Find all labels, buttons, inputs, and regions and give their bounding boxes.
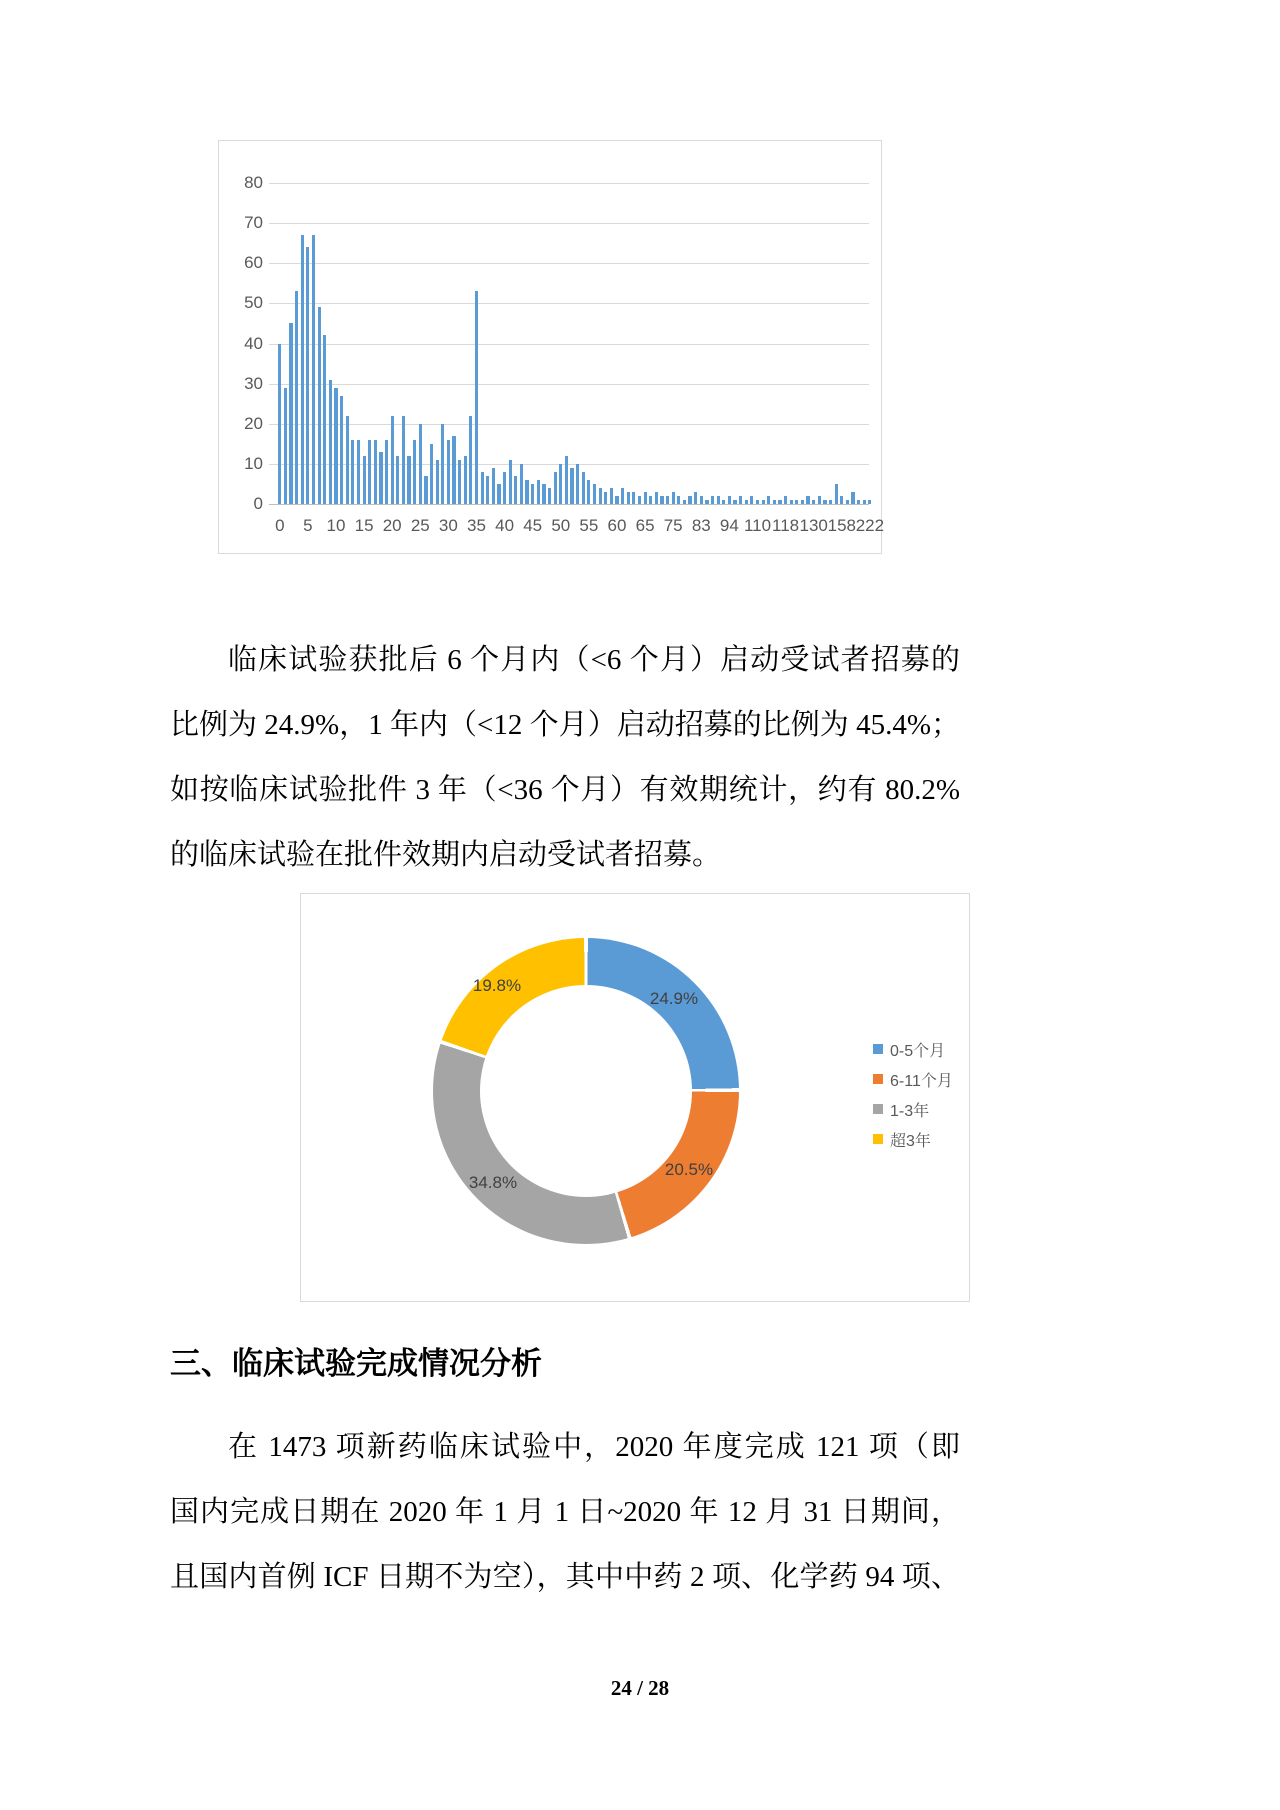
donut-legend <box>873 1034 953 1154</box>
bar <box>385 440 388 504</box>
bar <box>672 492 675 504</box>
bar <box>554 472 557 504</box>
bar <box>784 496 787 504</box>
bar <box>705 500 708 504</box>
bar <box>323 335 326 504</box>
bar <box>346 416 349 504</box>
x-axis-label: 25 <box>410 516 430 535</box>
x-axis-label: 222 <box>855 516 885 535</box>
legend-label: 0-5个月 <box>890 1042 946 1060</box>
bar <box>728 496 731 504</box>
bar <box>700 496 703 504</box>
bar <box>559 464 562 504</box>
bar <box>340 396 343 504</box>
bar <box>615 496 618 504</box>
bar <box>739 496 742 504</box>
y-axis-label: 70 <box>244 213 263 233</box>
y-axis-label: 50 <box>244 293 263 313</box>
bar <box>334 388 337 504</box>
paragraph-line: 如按临床试验批件 3 年（<36 个月）有效期统计，约有 80.2% <box>170 774 960 806</box>
legend-label: 1-3年 <box>890 1102 930 1120</box>
bar <box>733 500 736 504</box>
bar <box>773 500 776 504</box>
legend-swatch <box>873 1044 883 1054</box>
x-axis-label: 10 <box>326 516 346 535</box>
bar <box>537 480 540 504</box>
gridline <box>269 424 869 425</box>
donut-chart <box>300 893 970 1302</box>
legend-swatch <box>873 1104 883 1114</box>
legend-label: 超3年 <box>890 1132 931 1150</box>
bar <box>593 484 596 504</box>
bar <box>649 496 652 504</box>
bar <box>621 488 624 504</box>
bar <box>379 452 382 504</box>
donut-percent-label: 24.9% <box>649 989 699 1008</box>
donut-percent-label: 20.5% <box>664 1160 714 1179</box>
paragraph-line: 的临床试验在批件效期内启动受试者招募。 <box>170 839 722 871</box>
bar <box>688 496 691 504</box>
bar <box>863 500 866 504</box>
bar <box>481 472 484 504</box>
bar <box>587 480 590 504</box>
bar <box>599 488 602 504</box>
bar <box>857 500 860 504</box>
bar <box>745 500 748 504</box>
bar <box>565 456 568 504</box>
bar <box>368 440 371 504</box>
bar <box>851 492 854 504</box>
bar <box>402 416 405 504</box>
paragraph-line: 国内完成日期在 2020 年 1 月 1 日~2020 年 12 月 31 日期间， <box>170 1496 960 1528</box>
y-axis-label: 60 <box>244 253 263 273</box>
bar <box>351 440 354 504</box>
x-axis-line <box>269 504 869 505</box>
bar <box>520 464 523 504</box>
y-axis-label: 20 <box>244 413 263 433</box>
bar <box>357 440 360 504</box>
bar <box>497 484 500 504</box>
legend-item <box>873 1064 953 1094</box>
bar <box>548 488 551 504</box>
x-axis-label: 45 <box>523 516 543 535</box>
bar <box>829 500 832 504</box>
bar <box>419 424 422 504</box>
paragraph-line: 比例为 24.9%，1 年内（<12 个月）启动招募的比例为 45.4%； <box>170 709 960 741</box>
bar <box>644 492 647 504</box>
gridline <box>269 263 869 264</box>
paragraph-recruitment-stats <box>170 628 960 888</box>
bar <box>329 380 332 504</box>
bar <box>604 492 607 504</box>
bar <box>509 460 512 504</box>
bar <box>677 496 680 504</box>
x-axis-label: 35 <box>467 516 486 535</box>
x-axis-label: 158 <box>827 516 856 535</box>
bar <box>447 440 450 504</box>
bar <box>542 484 545 504</box>
y-axis-label: 0 <box>253 494 263 513</box>
bar <box>717 496 720 504</box>
bar <box>638 496 641 504</box>
x-axis-label: 118 <box>772 516 800 535</box>
x-axis-label: 15 <box>354 516 374 535</box>
x-axis-label: 20 <box>382 516 402 535</box>
x-axis-label: 55 <box>579 516 599 535</box>
x-axis-label: 60 <box>607 516 627 535</box>
bar <box>492 468 495 504</box>
bar <box>514 476 517 504</box>
bar <box>374 440 377 504</box>
page-number: 24 / 28 <box>610 1676 670 1700</box>
bar <box>722 500 725 504</box>
bar <box>576 464 579 504</box>
bar <box>396 456 399 504</box>
bar <box>683 500 686 504</box>
section-heading: 三、临床试验完成情况分析 <box>170 1346 542 1381</box>
bar <box>278 344 281 505</box>
gridline <box>269 344 869 345</box>
bar <box>610 488 613 504</box>
bar <box>666 496 669 504</box>
bar <box>846 500 849 504</box>
y-axis-label: 80 <box>244 173 263 192</box>
gridline <box>269 384 869 385</box>
bar <box>424 476 427 504</box>
legend-label: 6-11个月 <box>890 1072 953 1090</box>
bar <box>818 496 821 504</box>
bar <box>750 496 753 504</box>
bar <box>812 500 815 504</box>
bar <box>801 500 804 504</box>
bar <box>806 496 809 504</box>
bar <box>295 291 298 504</box>
x-axis-label: 94 <box>719 516 739 535</box>
paragraph-line: 且国内首例 ICF 日期不为空），其中中药 2 项、化学药 94 项、 <box>170 1561 960 1593</box>
bar <box>469 416 472 504</box>
bar <box>430 444 433 504</box>
gridline <box>269 183 869 184</box>
y-axis-label: 30 <box>244 373 263 393</box>
bar <box>452 436 455 504</box>
x-axis-label: 130 <box>799 516 828 535</box>
bar <box>868 500 871 504</box>
bar <box>441 424 444 504</box>
bar <box>436 460 439 504</box>
bar <box>660 496 663 504</box>
paragraph-line: 临床试验获批后 6 个月内（<6 个月）启动受试者招募的 <box>228 644 960 676</box>
y-axis-label: 40 <box>244 333 263 353</box>
bar <box>407 456 410 504</box>
bar <box>413 440 416 504</box>
x-axis-label: 75 <box>663 516 683 535</box>
bar <box>840 496 843 504</box>
x-axis-label: 30 <box>438 516 458 535</box>
bar <box>475 291 478 504</box>
x-axis-label: 65 <box>635 516 655 535</box>
bar <box>711 496 714 504</box>
bar <box>284 388 287 504</box>
bar <box>289 323 292 504</box>
x-axis-label: 5 <box>303 516 313 535</box>
bar <box>363 456 366 504</box>
bar <box>531 484 534 504</box>
legend-swatch <box>873 1074 883 1084</box>
bar <box>790 500 793 504</box>
x-axis-label: 0 <box>275 516 285 535</box>
bar <box>458 460 461 504</box>
bar <box>486 476 489 504</box>
histogram-chart <box>218 140 885 554</box>
bar <box>778 500 781 504</box>
bar <box>318 307 321 504</box>
donut-percent-label: 19.8% <box>472 976 522 995</box>
bar <box>767 496 770 504</box>
donut-hole <box>480 985 692 1197</box>
x-axis-label: 50 <box>551 516 571 535</box>
bar <box>570 468 573 504</box>
bar <box>632 492 635 504</box>
bar <box>391 416 394 504</box>
bar <box>835 484 838 504</box>
bar <box>582 472 585 504</box>
bar <box>627 492 630 504</box>
x-axis-label: 110 <box>743 516 772 535</box>
donut-percent-label: 34.8% <box>468 1173 518 1192</box>
gridline <box>269 223 869 224</box>
bar <box>756 500 759 504</box>
bar <box>655 492 658 504</box>
gridline <box>269 303 869 304</box>
x-axis-label: 40 <box>495 516 515 535</box>
y-axis-label: 10 <box>244 453 263 473</box>
bar <box>823 500 826 504</box>
bar <box>503 472 506 504</box>
x-axis-label: 83 <box>691 516 711 535</box>
bar <box>795 500 798 504</box>
bar <box>762 500 765 504</box>
legend-item <box>873 1094 953 1124</box>
bar <box>312 235 315 504</box>
bar <box>301 235 304 504</box>
bar <box>694 492 697 504</box>
paragraph-line: 在 1473 项新药临床试验中，2020 年度完成 121 项（即 <box>228 1431 960 1463</box>
paragraph-completion-stats <box>170 1415 960 1610</box>
legend-item <box>873 1034 953 1064</box>
bar <box>306 247 309 504</box>
legend-swatch <box>873 1134 883 1144</box>
bar <box>464 456 467 504</box>
bar <box>525 480 528 504</box>
legend-item <box>873 1124 953 1154</box>
